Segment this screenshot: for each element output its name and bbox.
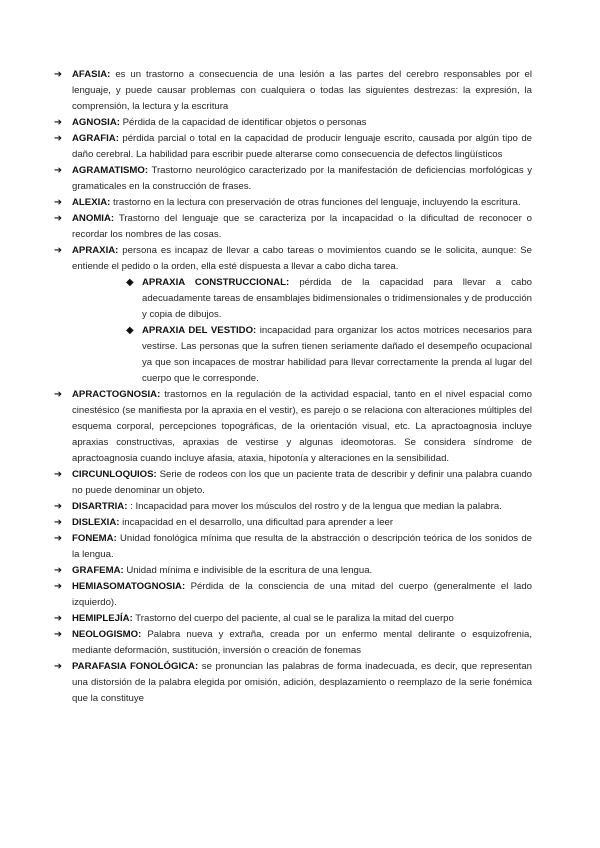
entry-definition: pérdida parcial o total en la capacidad de producir lenguaje escrito, causada por algún tipo de daño cerebral. La habilidad para escribir puede alterarse como consecuencia de defectos lingüísticos	[72, 133, 532, 160]
glossary-entry-parafasia-fonologica	[54, 659, 532, 707]
glossary-entry-agnosia	[54, 115, 532, 131]
entry-definition: Trastorno neurológico caracterizado por la manifestación de deficiencias morfológicas y gramaticales en la construcción de frases.	[72, 165, 532, 192]
glossary-entry-dislexia	[54, 515, 532, 531]
entry-term: DISLEXIA:	[72, 517, 120, 528]
entry-term: AGRAFIA:	[72, 133, 119, 144]
arrow-bullet-icon: ➔	[54, 165, 63, 176]
arrow-bullet-icon: ➔	[54, 245, 63, 256]
arrow-bullet-icon: ➔	[54, 565, 63, 576]
entry-term: FONEMA:	[72, 533, 117, 544]
arrow-bullet-icon: ➔	[54, 133, 63, 144]
entry-definition: : Incapacidad para mover los músculos del rostro y de la lengua que median la palabra.	[130, 501, 502, 512]
entry-term: AGNOSIA:	[72, 117, 120, 128]
entry-definition: Unidad fonológica mínima que resulta de la abstracción o descripción teórica de los sonidos de la lengua.	[72, 533, 532, 560]
glossary-entry-anomia	[54, 211, 532, 243]
subentry-definition: incapacidad para organizar los actos motrices necesarios para vestirse. Las personas que la sufren tienen seriamente dañado el desempeño ocupacional ya que son incapaces de mostrar habilidad para llevar correctamente la prenda al lugar del cuerpo que le corresponde.	[142, 325, 532, 384]
glossary-entry-hemiasomatognosia	[54, 579, 532, 611]
arrow-bullet-icon: ➔	[54, 581, 63, 592]
entry-term: HEMIPLEJÍA:	[72, 613, 133, 624]
entry-definition: Unidad mínima e indivisible de la escritura de una lengua.	[126, 565, 373, 576]
glossary-entry-afasia	[54, 67, 532, 115]
entry-definition: es un trastorno a consecuencia de una lesión a las partes del cerebro responsables por el lenguaje, y puede causar problemas con cualquiera o todas las siguientes destrezas: la expresión, la comprensión, la lectura y la escritura	[72, 69, 532, 112]
apraxia-sublist	[54, 275, 532, 387]
diamond-bullet-icon: ◆	[126, 277, 134, 288]
entry-term: AFASIA:	[72, 69, 111, 80]
arrow-bullet-icon: ➔	[54, 613, 63, 624]
glossary-entry-apraxia	[54, 243, 532, 275]
entry-term: AGRAMATISMO:	[72, 165, 149, 176]
arrow-bullet-icon: ➔	[54, 533, 63, 544]
glossary-entry-disartria	[54, 499, 532, 515]
subentry-term: APRAXIA CONSTRUCCIONAL:	[142, 277, 290, 288]
subentry-apraxia-del-vestido	[54, 323, 532, 387]
entry-term: HEMIASOMATOGNOSIA:	[72, 581, 186, 592]
entry-definition: se pronuncian las palabras de forma inadecuada, es decir, que representan una distorsión de la palabra elegida por omisión, adición, desplazamiento o reemplazo de la serie fonémica que la constituye	[72, 661, 532, 704]
glossary-entry-alexia	[54, 195, 532, 211]
entry-term: APRACTOGNOSIA:	[72, 389, 161, 400]
arrow-bullet-icon: ➔	[54, 469, 63, 480]
entry-term: APRAXIA:	[72, 245, 119, 256]
entry-definition: trastorno en la lectura con preservación de otras funciones del lenguaje, incluyendo la escritura.	[113, 197, 521, 208]
entry-definition: Pérdida de la consciencia de una mitad del cuerpo (generalmente el lado izquierdo).	[72, 581, 532, 608]
entry-term: ALEXIA:	[72, 197, 111, 208]
arrow-bullet-icon: ➔	[54, 501, 63, 512]
glossary-entry-agramatismo	[54, 163, 532, 195]
entry-term: CIRCUNLOQUIOS:	[72, 469, 157, 480]
glossary-entry-grafema	[54, 563, 532, 579]
entry-definition: persona es incapaz de llevar a cabo tareas o movimientos cuando se le solicita, aunque: Se entiende el pedido o la orden, ella esté dispuesta a llevar a cabo dicha tarea.	[72, 245, 532, 272]
subentry-definition: pérdida de la capacidad para llevar a cabo adecuadamente tareas de ensamblajes bidimensionales o tridimensionales y de producción y copia de dibujos.	[142, 277, 532, 320]
entry-definition: Trastorno del cuerpo del paciente, al cual se le paraliza la mitad del cuerpo	[135, 613, 454, 624]
entry-definition: Trastorno del lenguaje que se caracteriza por la incapacidad o la dificultad de reconocer o recordar los nombres de las cosas.	[72, 213, 532, 240]
glossary-entry-circunloquios	[54, 467, 532, 499]
glossary-entry-hemiplejia	[54, 611, 532, 627]
arrow-bullet-icon: ➔	[54, 389, 63, 400]
entry-term: PARAFASIA FONOLÓGICA:	[72, 661, 199, 672]
glossary-entry-apractognosia	[54, 387, 532, 467]
glossary-entry-neologismo	[54, 627, 532, 659]
entry-definition: Serie de rodeos con los que un paciente trata de describir y definir una palabra cuando no puede denominar un objeto.	[72, 469, 532, 496]
arrow-bullet-icon: ➔	[54, 197, 63, 208]
entry-term: DISARTRIA:	[72, 501, 128, 512]
arrow-bullet-icon: ➔	[54, 69, 63, 80]
arrow-bullet-icon: ➔	[54, 629, 63, 640]
glossary-entry-agrafia	[54, 131, 532, 163]
arrow-bullet-icon: ➔	[54, 517, 63, 528]
apraxia-subtypes	[54, 275, 532, 387]
entry-definition: Palabra nueva y extraña, creada por un enfermo mental delirante o esquizofrenia, mediante deformación, sustitución, inversión o creación de fonemas	[72, 629, 532, 656]
glossary-entry-fonema	[54, 531, 532, 563]
arrow-bullet-icon: ➔	[54, 213, 63, 224]
arrow-bullet-icon: ➔	[54, 117, 63, 128]
glossary-list	[54, 67, 532, 707]
entry-term: NEOLOGISMO:	[72, 629, 142, 640]
diamond-bullet-icon: ◆	[126, 325, 134, 336]
entry-definition: incapacidad en el desarrollo, una dificultad para aprender a leer	[122, 517, 394, 528]
entry-definition: Pérdida de la capacidad de identificar objetos o personas	[122, 117, 367, 128]
entry-term: GRAFEMA:	[72, 565, 124, 576]
subentry-apraxia-construccional	[54, 275, 532, 323]
entry-definition: trastornos en la regulación de la actividad espacial, tanto en el nivel espacial como cinestésico (se manifiesta por la apraxia en el vestir), es parejo o se relaciona con alteraciones múltiples del esquema corporal, percepciones topográficas, de la orientación visual, etc. La apractoagnosia incluye apraxias constructivas, apraxias de vestirse y algunas ideomotoras. Se considera síndrome de apractoagnosia cuando incluye afasia, ataxia, hipotonía y alteraciones en la sensibilidad.	[72, 389, 532, 464]
entry-term: ANOMIA:	[72, 213, 115, 224]
arrow-bullet-icon: ➔	[54, 661, 63, 672]
subentry-term: APRAXIA DEL VESTIDO:	[142, 325, 257, 336]
